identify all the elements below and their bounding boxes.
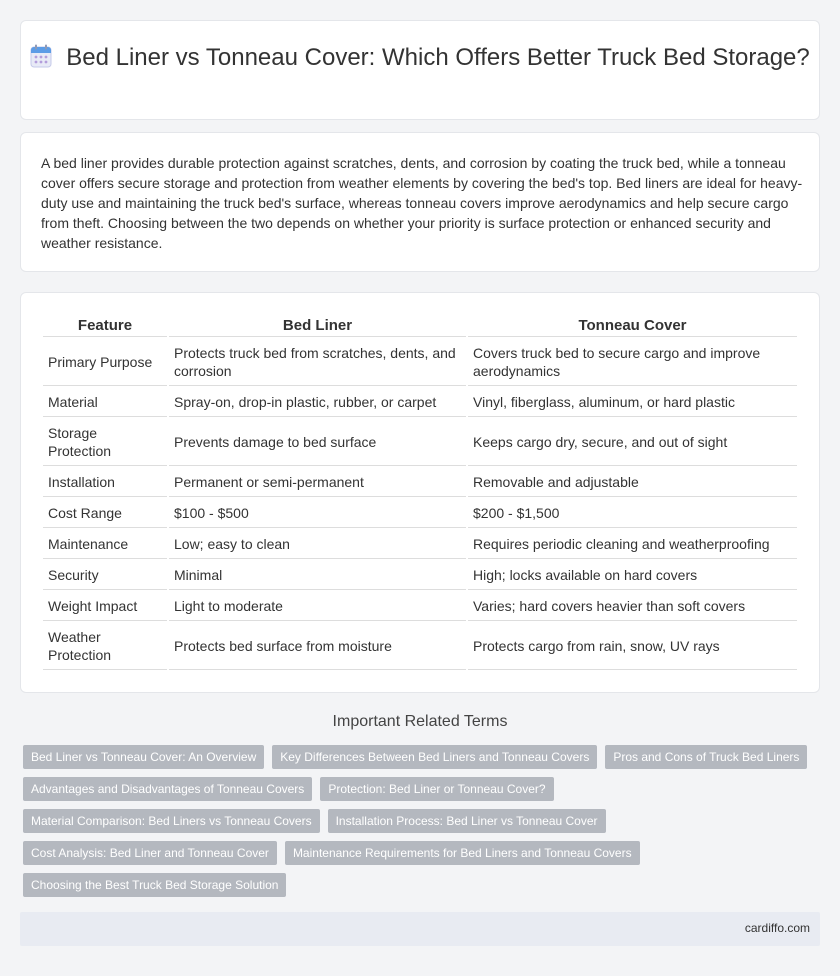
tag-row — [23, 745, 803, 769]
calendar-icon — [30, 44, 52, 68]
intro-card — [20, 132, 820, 272]
feature-cell: Material — [43, 388, 167, 417]
bed-liner-cell: Light to moderate — [169, 592, 466, 621]
feature-cell: Weight Impact — [43, 592, 167, 621]
table-row — [43, 623, 797, 670]
footer — [20, 912, 820, 946]
tag-row — [23, 777, 803, 801]
tonneau-cover-cell: Keeps cargo dry, secure, and out of sight — [468, 419, 797, 466]
related-term-tag[interactable]: Material Comparison: Bed Liners vs Tonneau Covers — [23, 809, 320, 833]
comparison-table — [41, 313, 799, 672]
related-term-tag[interactable]: Advantages and Disadvantages of Tonneau Covers — [23, 777, 312, 801]
table-row — [43, 419, 797, 466]
related-terms-title: Important Related Terms — [332, 713, 508, 730]
tag-row — [23, 873, 803, 897]
tonneau-cover-cell: High; locks available on hard covers — [468, 561, 797, 590]
tonneau-cover-cell: $200 - $1,500 — [468, 499, 797, 528]
related-term-tag[interactable]: Key Differences Between Bed Liners and Tonneau Covers — [272, 745, 597, 769]
related-terms-list — [23, 745, 803, 905]
feature-cell: Installation — [43, 468, 167, 497]
tonneau-cover-cell: Vinyl, fiberglass, aluminum, or hard plastic — [468, 388, 797, 417]
header-tonneau-cover: Tonneau Cover — [468, 315, 797, 337]
table-row — [43, 592, 797, 621]
bed-liner-cell: Permanent or semi-permanent — [169, 468, 466, 497]
header-feature: Feature — [43, 315, 167, 337]
bed-liner-cell: Protects truck bed from scratches, dents, and corrosion — [169, 339, 466, 386]
tonneau-cover-cell: Requires periodic cleaning and weatherproofing — [468, 530, 797, 559]
tonneau-cover-cell: Removable and adjustable — [468, 468, 797, 497]
bed-liner-cell: Protects bed surface from moisture — [169, 623, 466, 670]
tonneau-cover-cell: Varies; hard covers heavier than soft covers — [468, 592, 797, 621]
page-title-wrap — [21, 43, 819, 73]
related-term-tag[interactable]: Pros and Cons of Truck Bed Liners — [605, 745, 807, 769]
bed-liner-cell: $100 - $500 — [169, 499, 466, 528]
bed-liner-cell: Prevents damage to bed surface — [169, 419, 466, 466]
table-row — [43, 530, 797, 559]
tag-row — [23, 841, 803, 865]
tonneau-cover-cell: Protects cargo from rain, snow, UV rays — [468, 623, 797, 670]
related-term-tag[interactable]: Cost Analysis: Bed Liner and Tonneau Cover — [23, 841, 277, 865]
bed-liner-cell: Spray-on, drop-in plastic, rubber, or carpet — [169, 388, 466, 417]
related-term-tag[interactable]: Protection: Bed Liner or Tonneau Cover? — [320, 777, 553, 801]
table-row — [43, 499, 797, 528]
table-row — [43, 339, 797, 386]
feature-cell: Storage Protection — [43, 419, 167, 466]
footer-site-link[interactable]: cardiffo.com — [744, 921, 810, 935]
bed-liner-cell: Low; easy to clean — [169, 530, 466, 559]
related-term-tag[interactable]: Installation Process: Bed Liner vs Tonneau Cover — [328, 809, 606, 833]
feature-cell: Maintenance — [43, 530, 167, 559]
intro-paragraph: A bed liner provides durable protection against scratches, dents, and corrosion by coating the truck bed, while a tonneau cover offers secure storage and protection from weather elements by covering the bed's top. Bed liners are ideal for heavy-duty use and maintaining the truck bed's surface, whereas tonneau covers improve aerodynamics and help secure cargo from theft. Choosing between the two depends on whether your priority is surface protection or enhanced security and weather resistance. — [41, 155, 803, 251]
page-title: Bed Liner vs Tonneau Cover: Which Offers Better Truck Bed Storage? — [66, 44, 810, 71]
feature-cell: Security — [43, 561, 167, 590]
table-row — [43, 468, 797, 497]
table-header-row — [43, 315, 797, 337]
feature-cell: Weather Protection — [43, 623, 167, 670]
comparison-table-card — [20, 292, 820, 693]
table-row — [43, 561, 797, 590]
related-term-tag[interactable]: Maintenance Requirements for Bed Liners and Tonneau Covers — [285, 841, 640, 865]
table-row — [43, 388, 797, 417]
bed-liner-cell: Minimal — [169, 561, 466, 590]
header-card — [20, 20, 820, 120]
header-bed-liner: Bed Liner — [169, 315, 466, 337]
feature-cell: Primary Purpose — [43, 339, 167, 386]
tag-row — [23, 809, 803, 833]
related-term-tag[interactable]: Choosing the Best Truck Bed Storage Solution — [23, 873, 286, 897]
related-term-tag[interactable]: Bed Liner vs Tonneau Cover: An Overview — [23, 745, 264, 769]
tonneau-cover-cell: Covers truck bed to secure cargo and improve aerodynamics — [468, 339, 797, 386]
feature-cell: Cost Range — [43, 499, 167, 528]
